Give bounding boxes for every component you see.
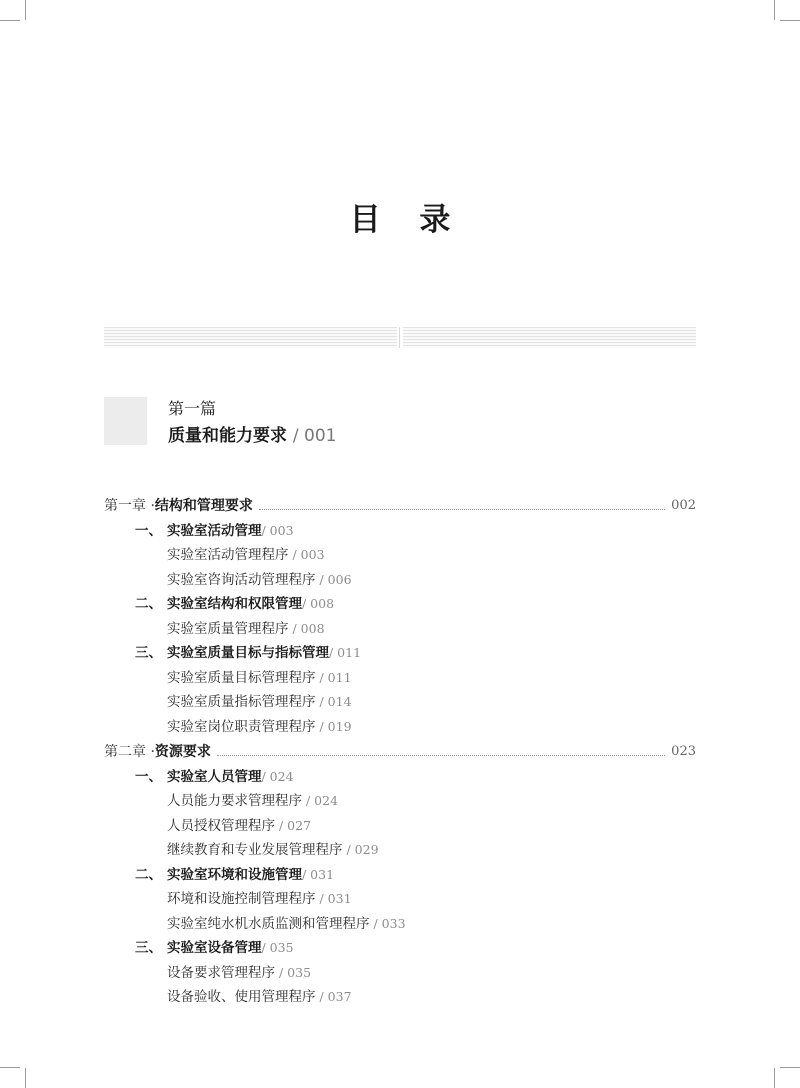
- toc-section[interactable]: [135, 643, 361, 663]
- part-heading[interactable]: [168, 424, 337, 448]
- item-title: 设备验收、使用管理程序: [167, 989, 316, 1005]
- dot-leader: [259, 509, 665, 510]
- toc-section[interactable]: [135, 767, 294, 787]
- decorative-band-right: [403, 327, 696, 348]
- item-page: / 033: [369, 916, 406, 931]
- chapter-label: 第一章 ·: [104, 498, 155, 514]
- item-title: 实验室咨询活动管理程序: [167, 572, 316, 588]
- chapter-page: 002: [671, 498, 696, 513]
- crop-mark-top-right-h: [780, 20, 800, 21]
- item-page: / 006: [315, 572, 352, 587]
- chapter-title: 资源要求: [154, 744, 211, 760]
- part-marker-block: [104, 397, 147, 445]
- chapter-title: 结构和管理要求: [154, 498, 253, 514]
- section-title: 实验室质量目标与指标管理: [167, 645, 329, 661]
- decorative-band-divider: [399, 327, 400, 348]
- section-title: 实验室结构和权限管理: [167, 596, 302, 612]
- section-title: 实验室人员管理: [167, 769, 262, 785]
- section-title: 实验室设备管理: [167, 940, 262, 956]
- item-page: / 027: [275, 818, 312, 833]
- section-page: / 008: [302, 596, 335, 611]
- section-page: / 031: [302, 867, 335, 882]
- section-page: / 011: [329, 645, 362, 660]
- item-page: / 031: [315, 891, 352, 906]
- toc-section[interactable]: [135, 865, 334, 885]
- section-page: / 003: [261, 523, 294, 538]
- toc-item[interactable]: [167, 717, 352, 737]
- part-number: 第一篇: [168, 399, 217, 418]
- toc-item[interactable]: [167, 889, 352, 909]
- item-title: 实验室质量管理程序: [167, 621, 289, 637]
- crop-mark-top-left-inner: [25, 0, 26, 20]
- item-page: / 003: [288, 547, 325, 562]
- decorative-band-left: [104, 327, 397, 348]
- item-page: / 011: [315, 670, 352, 685]
- section-number: 一、: [135, 523, 162, 539]
- item-title: 人员授权管理程序: [167, 818, 275, 834]
- toc-item[interactable]: [167, 987, 352, 1007]
- chapter-page: 023: [671, 744, 696, 759]
- section-title: 实验室环境和设施管理: [167, 867, 302, 883]
- item-page: / 014: [315, 694, 352, 709]
- chapter-label: 第二章 ·: [104, 744, 155, 760]
- toc-item[interactable]: [167, 668, 352, 688]
- section-page: / 035: [261, 940, 294, 955]
- section-number: 二、: [135, 596, 162, 612]
- item-title: 实验室活动管理程序: [167, 547, 289, 563]
- toc-item[interactable]: [167, 545, 325, 565]
- item-page: / 035: [275, 965, 312, 980]
- section-number: 三、: [135, 645, 162, 661]
- crop-mark-bottom-left-h: [0, 1067, 20, 1068]
- item-title: 实验室质量目标管理程序: [167, 670, 316, 686]
- toc-item[interactable]: [167, 963, 311, 983]
- item-page: / 037: [315, 989, 352, 1004]
- item-title: 设备要求管理程序: [167, 965, 275, 981]
- item-title: 继续教育和专业发展管理程序: [167, 842, 343, 858]
- crop-mark-bottom-right-h: [780, 1067, 800, 1068]
- toc-item[interactable]: [167, 816, 311, 836]
- crop-mark-top-right-inner: [774, 0, 775, 20]
- page-title: 目 录: [349, 202, 465, 238]
- section-title: 实验室活动管理: [167, 523, 262, 539]
- item-page: / 019: [315, 719, 352, 734]
- item-title: 实验室纯水机水质监测和管理程序: [167, 916, 370, 932]
- toc-chapter[interactable]: [104, 742, 696, 762]
- toc-item[interactable]: [167, 914, 406, 934]
- toc-item[interactable]: [167, 570, 352, 590]
- dot-leader: [217, 755, 665, 756]
- toc-section[interactable]: [135, 594, 334, 614]
- item-title: 实验室质量指标管理程序: [167, 694, 316, 710]
- toc-item[interactable]: [167, 619, 325, 639]
- crop-mark-bottom-right-inner: [774, 1068, 775, 1088]
- item-title: 实验室岗位职责管理程序: [167, 719, 316, 735]
- toc-section[interactable]: [135, 521, 294, 541]
- section-number: 一、: [135, 769, 162, 785]
- toc-section[interactable]: [135, 938, 294, 958]
- item-page: / 008: [288, 621, 325, 636]
- part-title: 质量和能力要求: [168, 426, 287, 446]
- part-page: / 001: [292, 426, 337, 446]
- crop-mark-bottom-left-inner: [25, 1068, 26, 1088]
- toc-item[interactable]: [167, 840, 379, 860]
- item-title: 环境和设施控制管理程序: [167, 891, 316, 907]
- item-page: / 029: [342, 842, 379, 857]
- section-number: 三、: [135, 940, 162, 956]
- item-title: 人员能力要求管理程序: [167, 793, 302, 809]
- toc-item[interactable]: [167, 692, 352, 712]
- section-page: / 024: [261, 769, 294, 784]
- section-number: 二、: [135, 867, 162, 883]
- toc-chapter[interactable]: [104, 496, 696, 516]
- crop-mark-top-left-h: [0, 20, 20, 21]
- item-page: / 024: [302, 793, 339, 808]
- toc-item[interactable]: [167, 791, 338, 811]
